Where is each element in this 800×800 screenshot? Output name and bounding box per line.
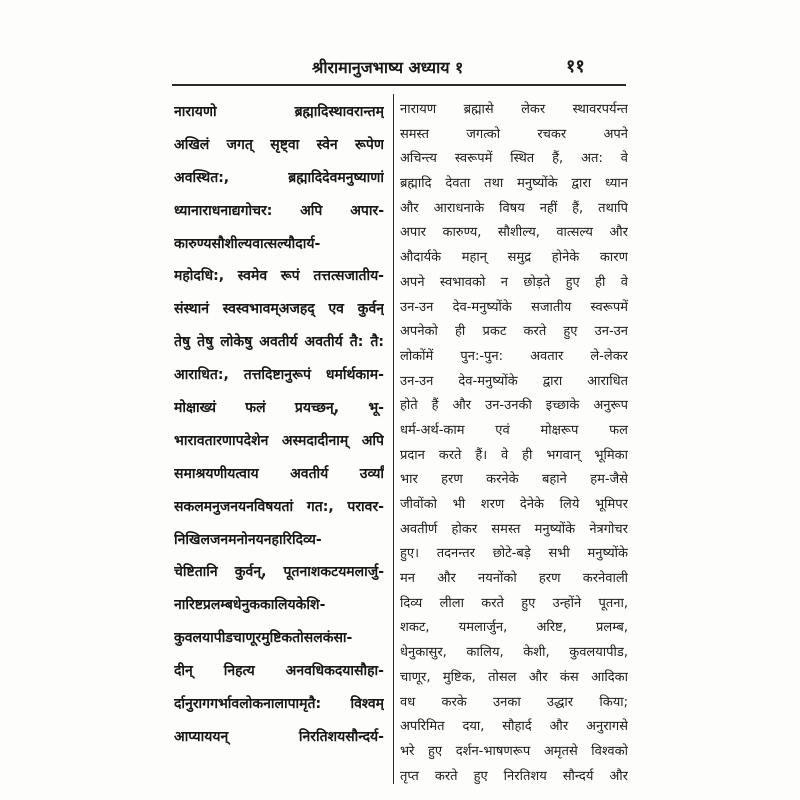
sanskrit-line: आराधित:, तत्तदिष्टानुरूपं धर्मार्थकाम- xyxy=(174,367,384,384)
page-number: ११ xyxy=(566,56,585,77)
hindi-line: अपार कारुण्य, सौशील्य, वात्सल्य और xyxy=(400,225,628,241)
sanskrit-line: अवस्थित:, ब्रह्मादिदेवमनुष्याणां xyxy=(174,169,384,186)
hindi-line: उन-उन देव-मनुष्योंके द्वारा आराधित xyxy=(400,373,628,389)
sanskrit-line: नारिष्टप्रलम्बधेनुककालियकेशि- xyxy=(174,597,326,614)
column-divider xyxy=(393,94,394,784)
running-header-title: श्रीरामानुजभाष्य अध्याय १ xyxy=(312,58,464,77)
hindi-line: जीवोंको भी शरण देनेके लिये भूमिपर xyxy=(400,497,628,512)
sanskrit-line: समाश्रयणीयत्वाय अवतीर्य उर्व्यां xyxy=(174,465,384,482)
hindi-line: उन-उन देव-मनुष्योंके सजातीय स्वरूपमें xyxy=(400,299,628,315)
sanskrit-line: संस्थानं स्वस्वभावम्अजहद् एव कुर्वन् xyxy=(174,301,384,318)
hindi-line: ब्रह्मादि देवता तथा मनुष्योंके द्वारा ध्यान xyxy=(400,176,628,192)
hindi-line: धेनुकासुर, कालिय, केशी, कुवलयापीड, xyxy=(400,645,628,661)
hindi-line: भरे हुए दर्शन-भाषणरूप अमृतसे विश्वको xyxy=(400,743,628,759)
sanskrit-line: चेष्टितानि कुर्वन्, पूतनाशकटयमलार्जु- xyxy=(174,564,384,581)
sanskrit-line: सकलमनुजनयनविषयतां गत:, परावर- xyxy=(174,498,384,515)
hindi-line: अपरिमित दया, सौहार्द और अनुरागसे xyxy=(400,719,628,735)
sanskrit-line: मोक्षाख्यं फलं प्रयच्छन्, भू- xyxy=(174,400,384,417)
hindi-line: हुए। तदनन्तर छोटे-बड़े सभी मनुष्योंके xyxy=(400,546,628,562)
sanskrit-line: कारुण्यसौशील्यवात्सल्यौदार्य- xyxy=(174,235,321,252)
hindi-translation-column xyxy=(400,98,628,789)
hindi-line: प्रदान करते हैं। वे ही भगवान् भूमिका xyxy=(400,447,628,463)
hindi-line: नारायण ब्रह्मासे लेकर स्थावरपर्यन्त xyxy=(400,102,628,117)
sanskrit-line: अखिलं जगत् सृष्ट्वा स्वेन रूपेण xyxy=(174,136,384,153)
sanskrit-line: तेषु तेषु लोकेषु अवतीर्य अवतीर्य तै: तै: xyxy=(174,334,384,351)
hindi-line: अवतीर्ण होकर समस्त मनुष्योंके नेत्रगोचर xyxy=(400,521,628,537)
sanskrit-line: र्दानुरागगर्भावलोकनालापामृतै: विश्वम् xyxy=(174,696,384,713)
hindi-line: समस्त जगत्को रचकर अपने xyxy=(400,126,628,142)
hindi-line: वध करके उनका उद्धार किया; xyxy=(400,694,628,710)
sanskrit-line: कुवलयापीडचाणूरमुष्टिकतोसलकंसा- xyxy=(174,630,353,647)
hindi-line: भार हरण करनेके बहाने हम-जैसे xyxy=(400,472,628,488)
hindi-line: औदार्यके महान् समुद्र होनेके कारण xyxy=(400,250,628,266)
hindi-line: होते हैं और उन-उनकी इच्छाके अनुरूप xyxy=(400,398,628,414)
hindi-line: तृप्त करते हुए निरतिशय सौन्दर्य और xyxy=(400,768,628,784)
sanskrit-line: दीन् निहत्य अनवधिकदयासौहा- xyxy=(174,663,384,680)
sanskrit-line: आप्याययन् निरतिशयसौन्दर्य- xyxy=(174,728,384,745)
hindi-line: दिव्य लीला करते हुए उन्होंने पूतना, xyxy=(400,595,628,611)
hindi-line: लोकोंमें पुन:-पुन: अवतार ले-लेकर xyxy=(400,348,628,364)
sanskrit-text-column xyxy=(174,96,384,754)
hindi-line: धर्म-अर्थ-काम एवं मोक्षरूप फल xyxy=(400,422,628,438)
hindi-line: अचिन्त्य स्वरूपमें स्थित हैं, अत: वे xyxy=(400,151,628,167)
hindi-line: शकट, यमलार्जुन, अरिष्ट, प्रलम्ब, xyxy=(400,620,628,636)
hindi-line: चाणूर, मुष्टिक, तोसल और कंस आदिका xyxy=(400,669,628,685)
sanskrit-line: ध्यानाराधनाद्यगोचर: अपि अपार- xyxy=(174,202,384,219)
hindi-line: और आराधनाके विषय नहीं हैं, तथापि xyxy=(400,200,628,216)
sanskrit-line: महोदधि:, स्वमेव रूपं तत्तत्सजातीय- xyxy=(174,268,384,285)
hindi-line: अपने स्वभावको न छोड़ते हुए ही वे xyxy=(400,274,628,290)
sanskrit-line: निखिलजनमनोनयनहारिदिव्य- xyxy=(174,531,322,548)
sanskrit-line: भारावतारणापदेशेन अस्मदादीनाम् अपि xyxy=(174,432,384,449)
header-rule xyxy=(172,84,626,86)
hindi-line: अपनेको ही प्रकट करते हुए उन-उन xyxy=(400,324,628,340)
sanskrit-line: नारायणो ब्रह्मादिस्थावरान्तम् xyxy=(174,104,384,120)
hindi-line: मन और नयनोंको हरण करनेवाली xyxy=(400,571,628,587)
